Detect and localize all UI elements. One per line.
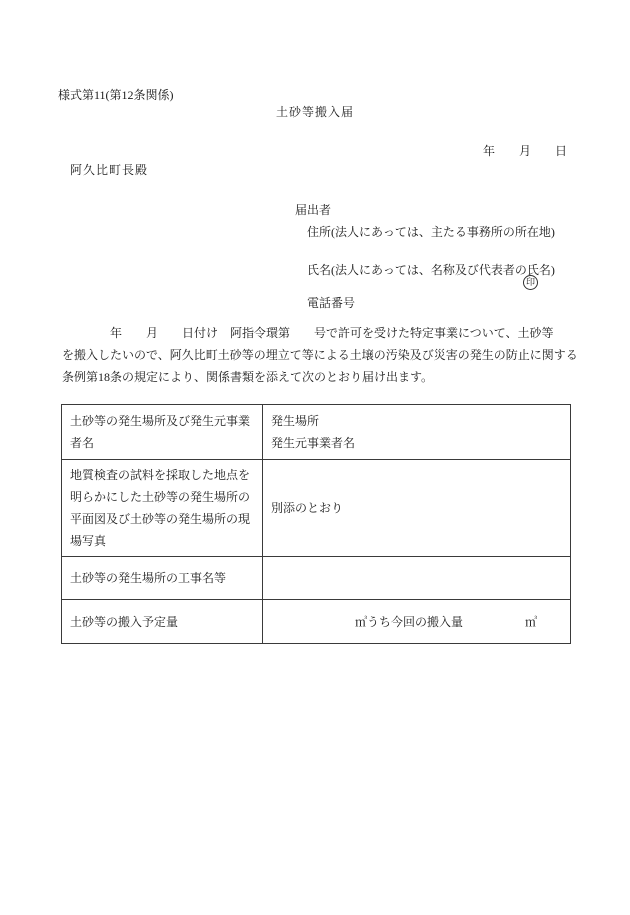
notifier-phone-label: 電話番号 [307, 296, 356, 310]
row-label-cell [62, 600, 263, 644]
row-label-cell [62, 460, 263, 557]
table-row [62, 557, 571, 600]
row-value-cell [263, 405, 571, 460]
paragraph-line: を搬入したいので、阿久比町土砂等の埋立て等による土壌の汚染及び災害の発生の防止に関する [62, 348, 578, 362]
table-row [62, 405, 571, 460]
notifier-name-label: 氏名(法人にあっては、名称及び代表者の氏名) [307, 263, 555, 277]
row-label: 土砂等の搬入予定量 [70, 614, 179, 629]
seal-icon [523, 275, 538, 290]
row-value-cell [263, 460, 571, 557]
addressee: 阿久比町長殿 [70, 163, 149, 177]
value-line: 発生元事業者名 [271, 436, 356, 450]
quantity-middle-text: うち今回の搬入量 [367, 614, 464, 629]
row-label: 土砂等の発生場所及び発生元事業者名 [70, 414, 251, 450]
seal-text: 印 [525, 277, 535, 287]
notifier-address-label: 住所(法人にあっては、主たる事務所の所在地) [307, 225, 555, 239]
paragraph-line: 年 月 日付け 阿指令環第 号で許可を受けた特定事業について、土砂等 [62, 326, 554, 340]
quantity-value [271, 611, 562, 633]
body-paragraph [62, 322, 578, 388]
form-number: 様式第11(第12条関係) [58, 88, 174, 102]
paragraph-line: 条例第18条の規定により、関係書類を添えて次のとおり届け出ます。 [62, 370, 434, 384]
quantity-unit-after: ㎥ [525, 614, 538, 629]
row-label-cell [62, 405, 263, 460]
date-line: 年 月 日 [482, 144, 567, 158]
quantity-unit-before: ㎥ [355, 614, 368, 629]
notifier-heading: 届出者 [295, 203, 332, 217]
value-line: 発生場所 [271, 414, 320, 428]
page-title: 土砂等搬入届 [275, 105, 354, 119]
row-value-cell [263, 557, 571, 600]
row-label: 土砂等の発生場所の工事名等 [70, 571, 227, 585]
value-line: 別添のとおり [271, 501, 344, 515]
row-label: 地質検査の試料を採取した地点を明らかにした土砂等の発生場所の平面図及び土砂等の発生場所の現場写真 [70, 468, 251, 548]
row-label-cell [62, 557, 263, 600]
row-value-cell [263, 600, 571, 644]
notification-table [61, 404, 571, 644]
table-row [62, 600, 571, 644]
table-row [62, 460, 571, 557]
